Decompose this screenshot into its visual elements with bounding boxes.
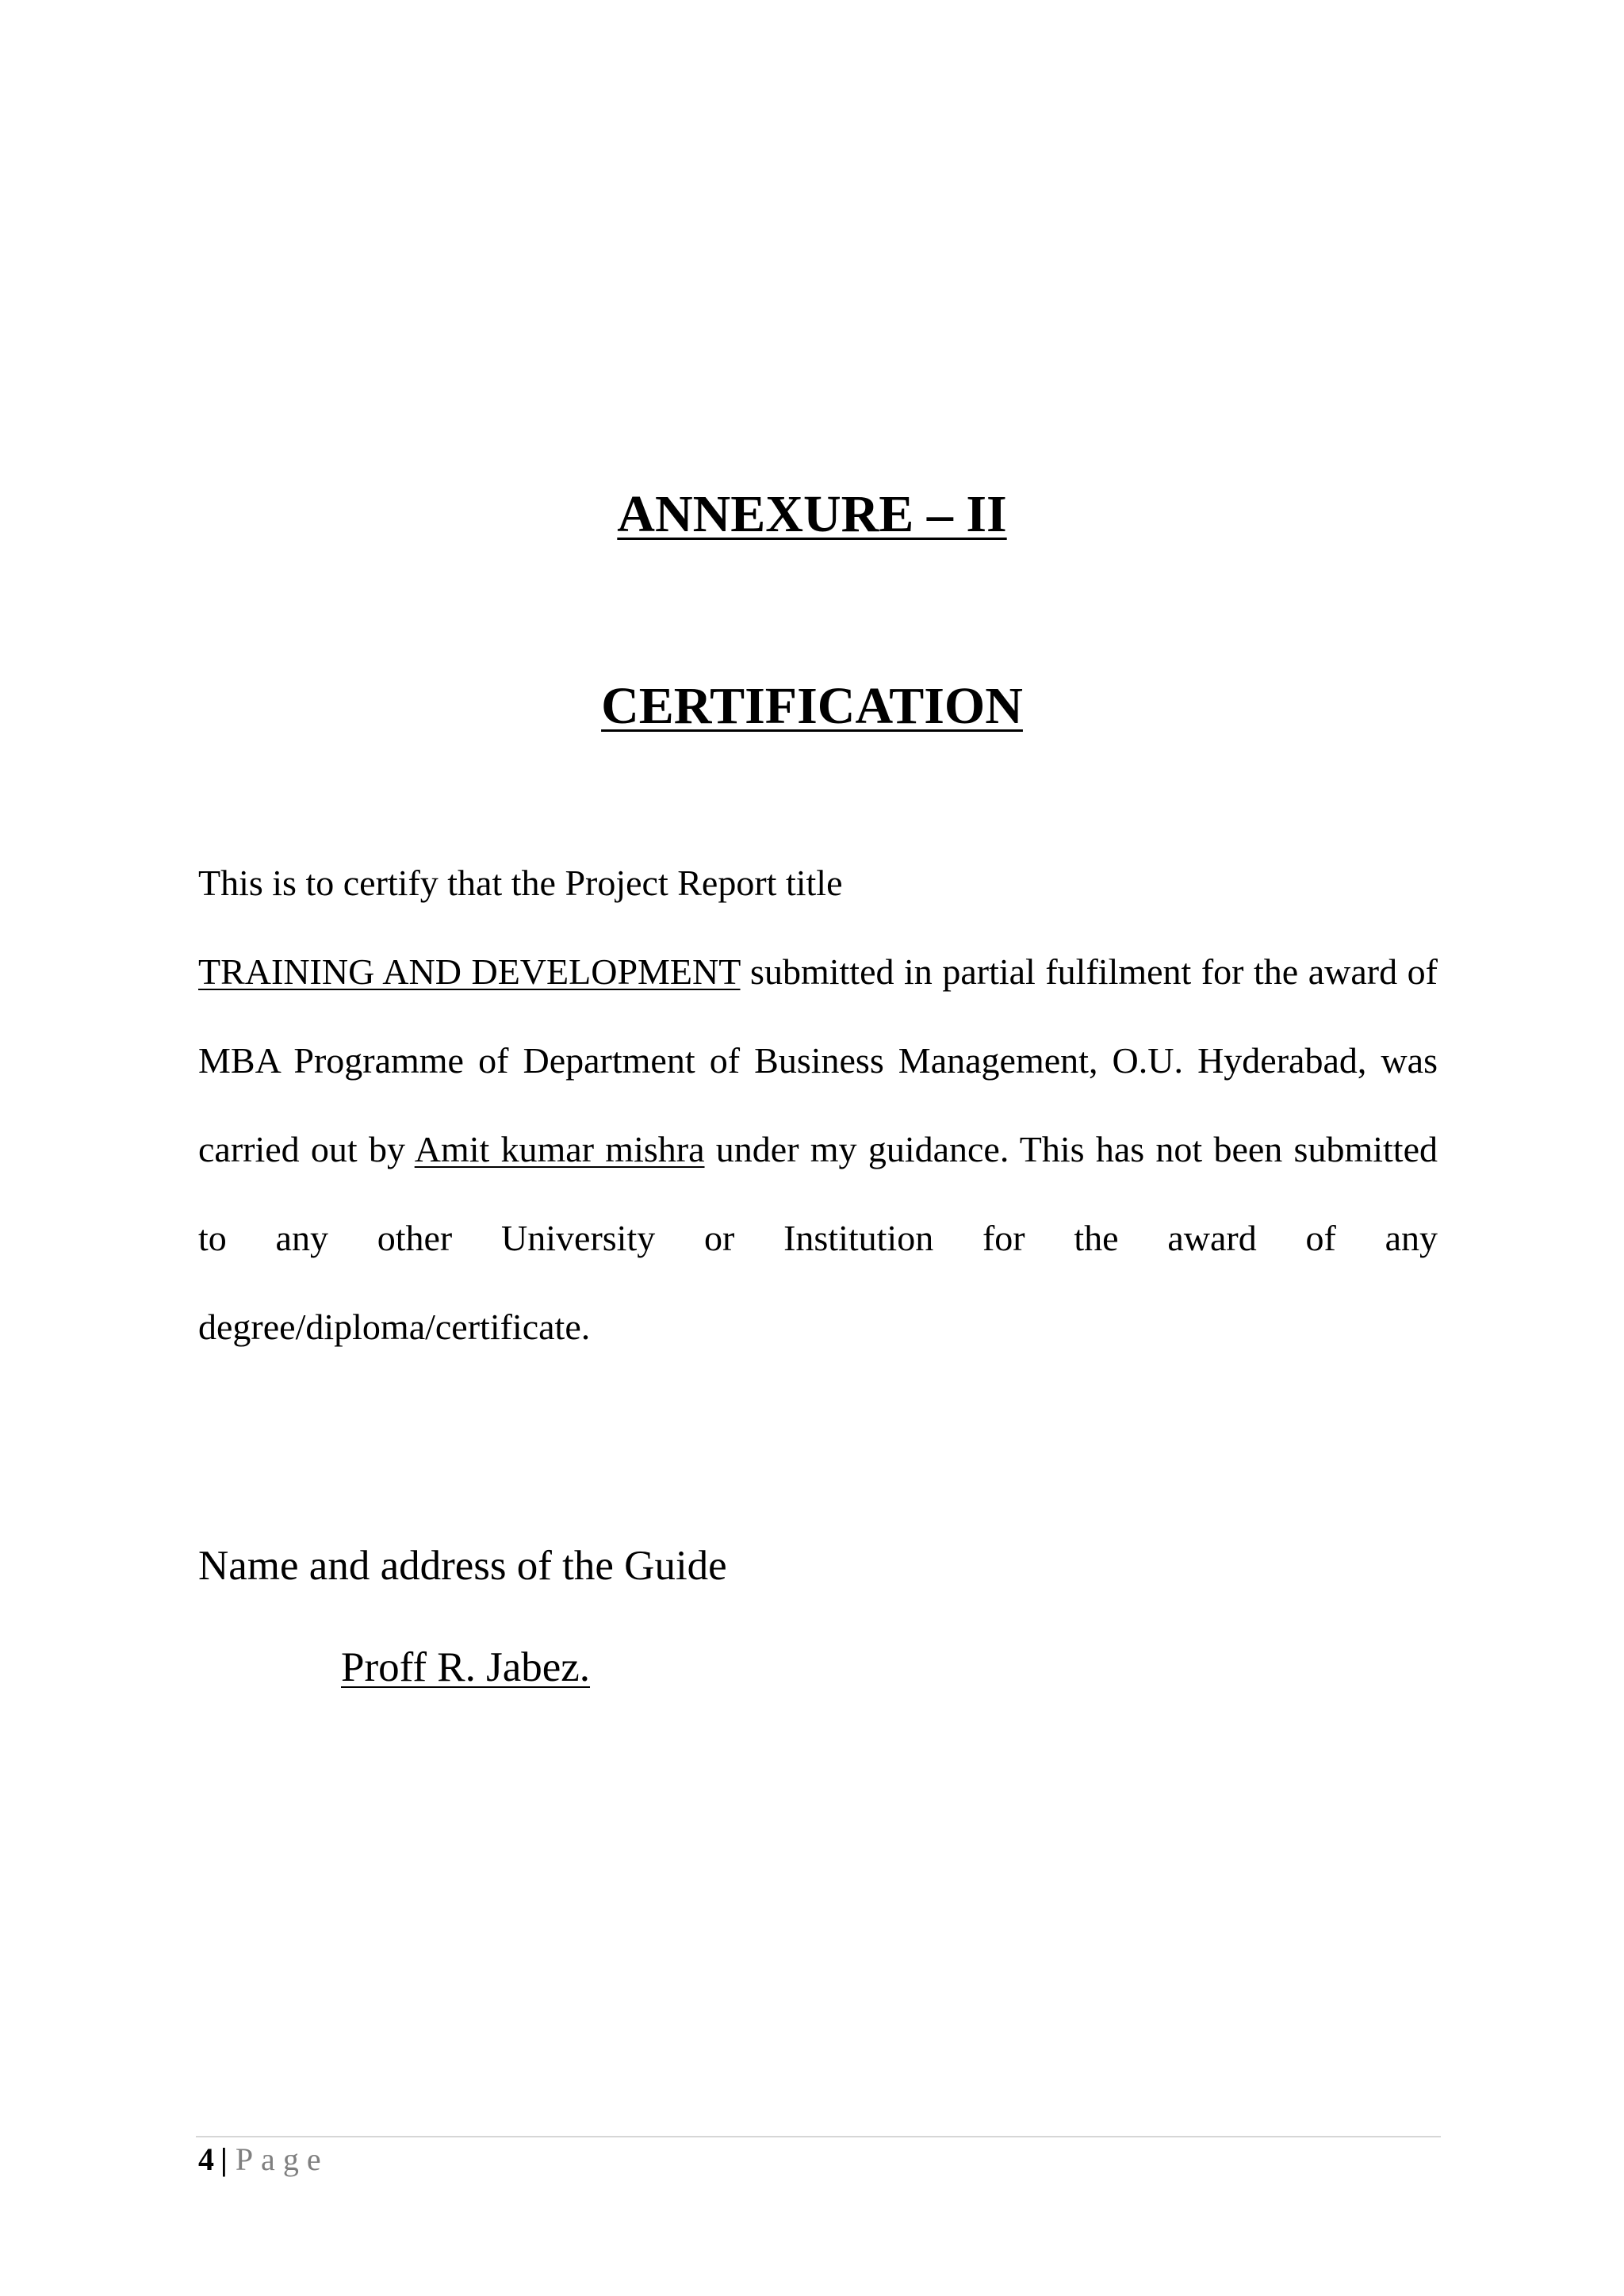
- annexure-heading-text: ANNEXURE – II: [617, 485, 1007, 543]
- certification-heading: [0, 677, 1624, 735]
- guide-label: Name and address of the Guide: [198, 1543, 727, 1589]
- paragraph-text-2: under my guidance. This has not been submitted to any other University or Institution for the award of any degree/diploma/certificate.: [198, 1129, 1438, 1347]
- annexure-heading: [0, 485, 1624, 543]
- paragraph-text-1: submitted in partial fulfilment for the award of MBA Programme of Department of Business Management, O.U. Hyderabad, was carried out by: [198, 951, 1438, 1169]
- student-name: Amit kumar mishra: [414, 1129, 705, 1169]
- project-title: TRAINING AND DEVELOPMENT: [198, 951, 741, 992]
- page-label: Page: [235, 2141, 329, 2177]
- certification-heading-text: CERTIFICATION: [601, 677, 1023, 735]
- page-number: 4: [198, 2141, 214, 2177]
- guide-name: Proff R. Jabez.: [341, 1644, 591, 1690]
- footer-separator: |: [220, 2141, 228, 2177]
- footer-divider: [196, 2136, 1441, 2137]
- certification-paragraph: [198, 928, 1438, 1372]
- page-footer: [198, 2141, 329, 2179]
- intro-line: This is to certify that the Project Report title: [198, 863, 843, 903]
